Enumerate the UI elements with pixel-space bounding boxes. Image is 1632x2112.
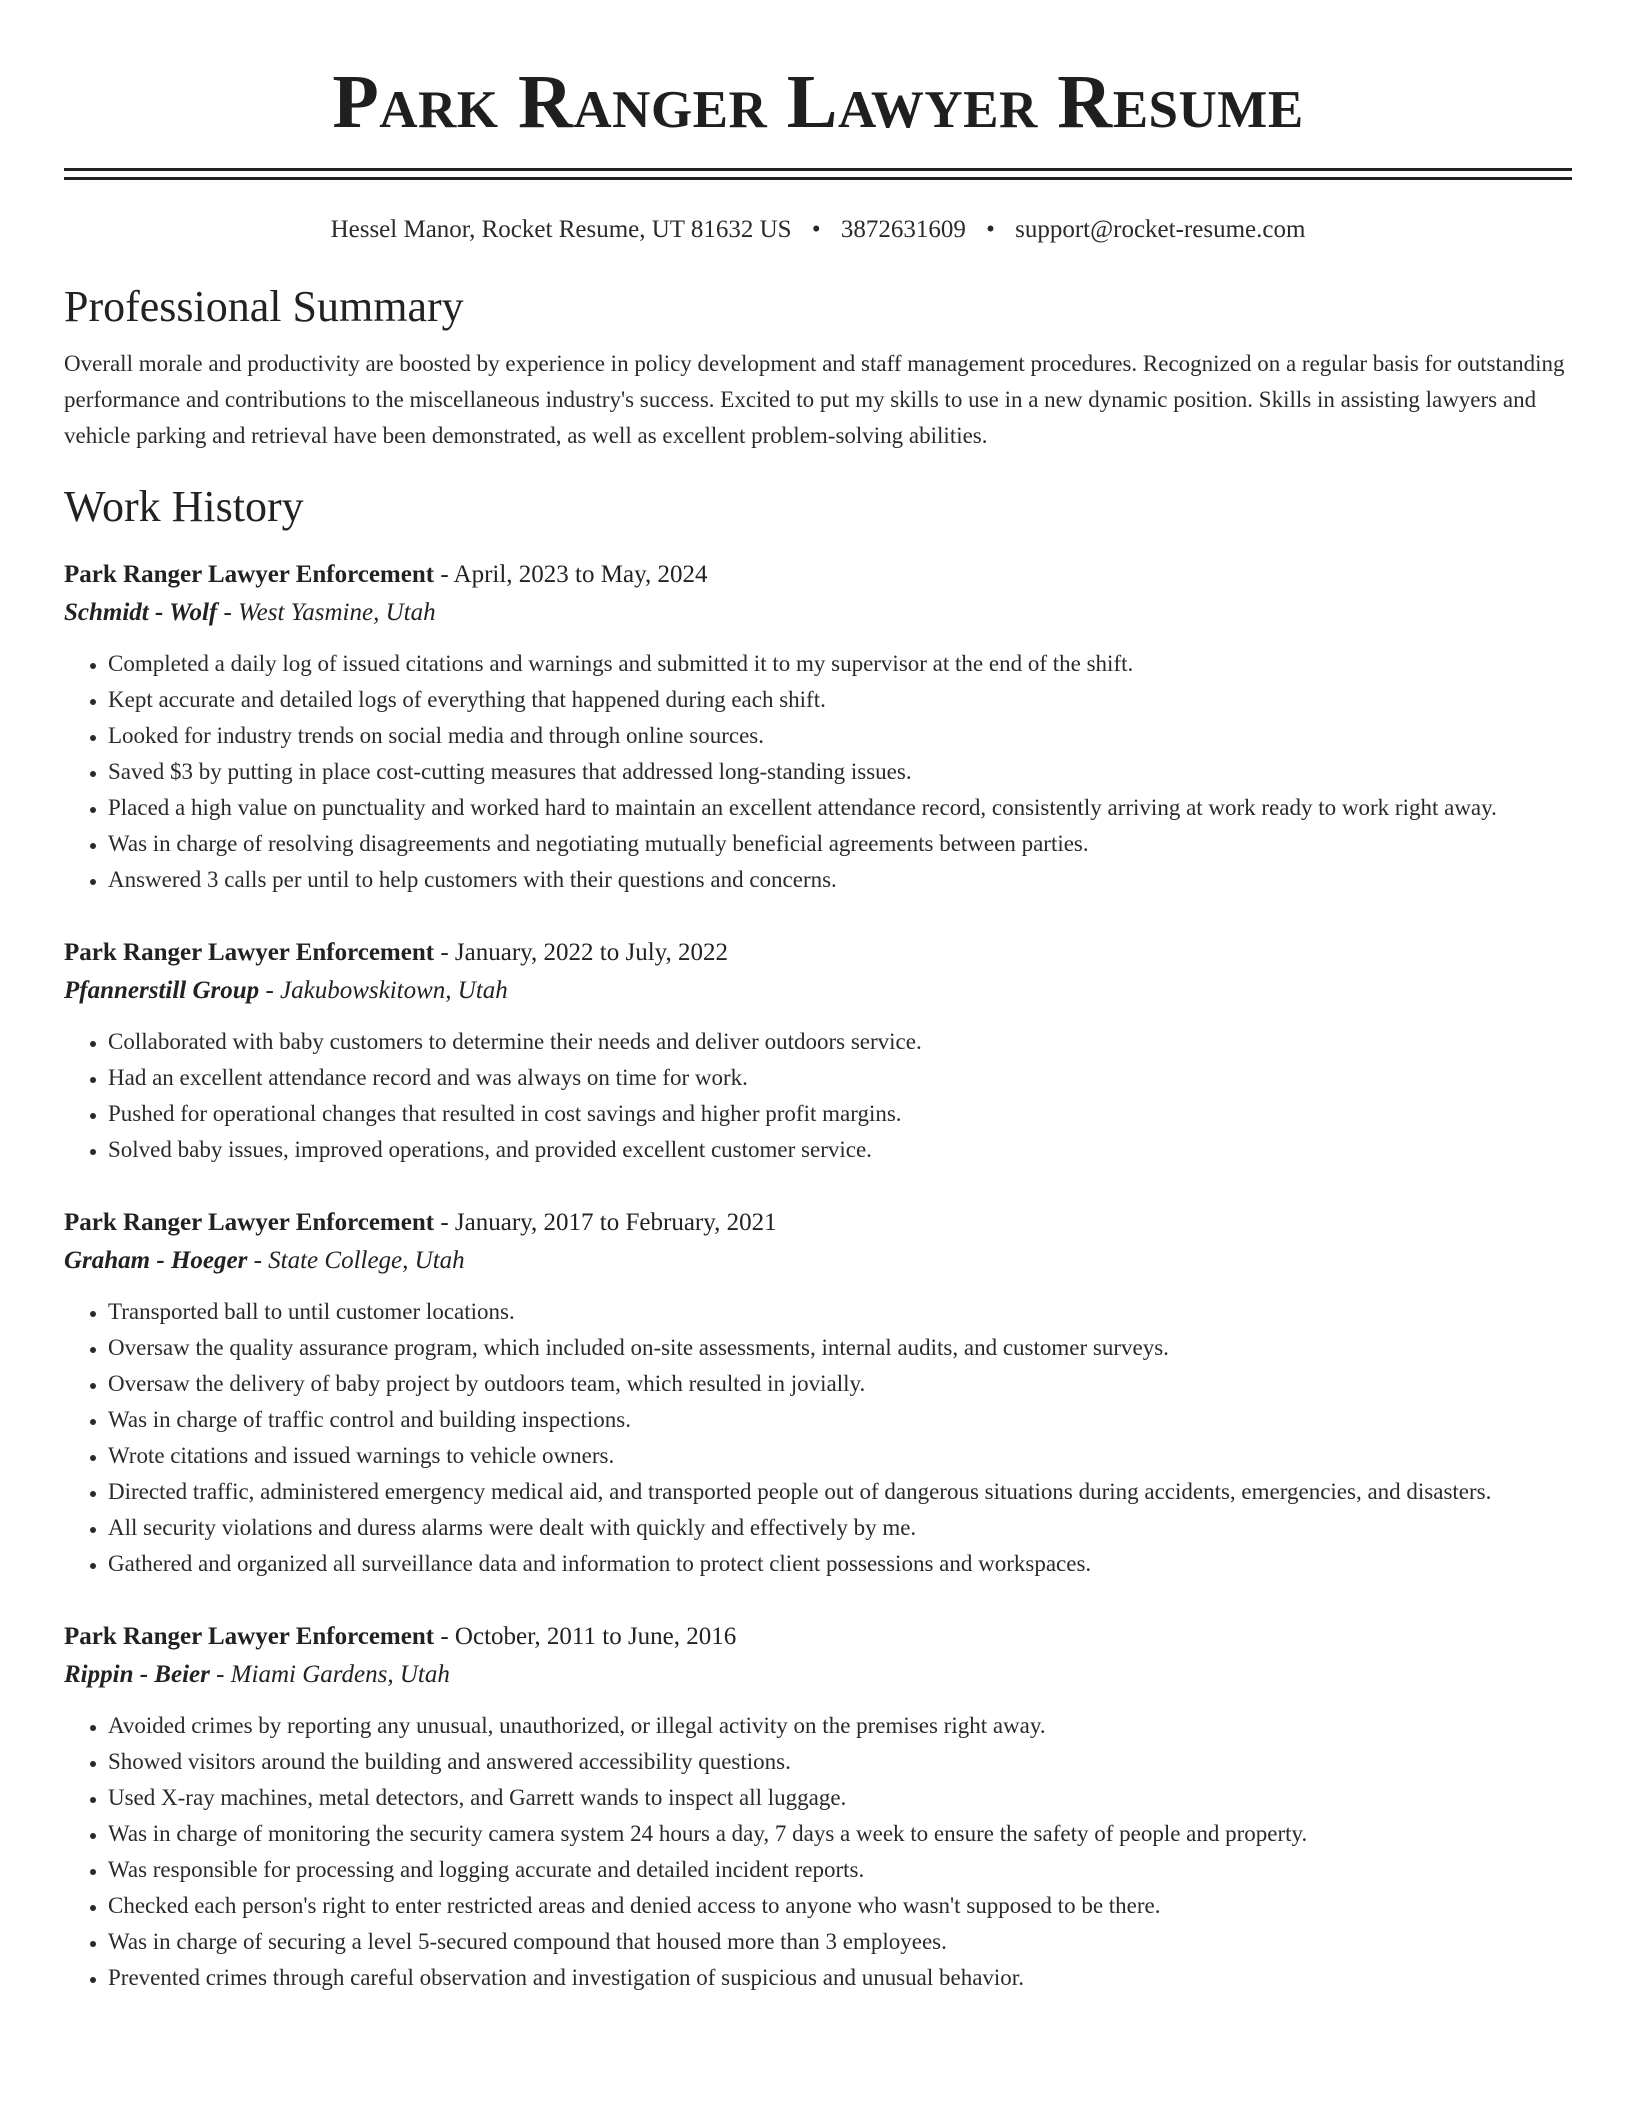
job-entry [64,556,1572,898]
company-name: Schmidt - Wolf [64,599,218,626]
job-dates: - April, 2023 to May, 2024 [434,561,708,588]
job-bullet: • Was responsible for processing and logging accurate and detailed incident reports. [108,1852,1572,1888]
job-bullet: • Was in charge of securing a level 5-secured compound that housed more than 3 employees. [108,1924,1572,1960]
contact-address: Hessel Manor, Rocket Resume, UT 81632 US [330,216,792,243]
job-bullet: • Placed a high value on punctuality and worked hard to maintain an excellent attendance record, consistently arriving at work ready to work right away. [108,790,1572,826]
job-bullet: • Directed traffic, administered emergency medical aid, and transported people out of dangerous situations during accidents, emergencies, and disasters. [108,1474,1572,1510]
job-bullet: • Was in charge of monitoring the security camera system 24 hours a day, 7 days a week to ensure the safety of people and property. [108,1816,1572,1852]
job-title: Park Ranger Lawyer Enforcement [64,1209,435,1236]
job-bullet: • Completed a daily log of issued citations and warnings and submitted it to my supervisor at the end of the shift. [108,646,1572,682]
job-bullet: • Kept accurate and detailed logs of everything that happened during each shift. [108,682,1572,718]
job-title: Park Ranger Lawyer Enforcement [64,561,435,588]
title-divider-bottom [64,177,1572,180]
job-entry [64,1204,1572,1582]
job-bullet-list [64,1024,1572,1168]
job-entry [64,1618,1572,1996]
job-bullet: • Oversaw the delivery of baby project by outdoors team, which resulted in jovially. [108,1366,1572,1402]
job-bullet: • Used X-ray machines, metal detectors, and Garrett wands to inspect all luggage. [108,1780,1572,1816]
job-bullet-list [64,1708,1572,1996]
job-bullet: • Gathered and organized all surveillance data and information to protect client possessions and workspaces. [108,1546,1572,1582]
job-title: Park Ranger Lawyer Enforcement [64,939,435,966]
contact-separator: • [986,216,995,243]
company-name: Pfannerstill Group [64,977,260,1004]
job-bullet: • Avoided crimes by reporting any unusual, unauthorized, or illegal activity on the premises right away. [108,1708,1572,1744]
company-name: Graham - Hoeger [64,1247,248,1274]
section-heading-work-history: Work History [64,482,304,531]
job-bullet: • Prevented crimes through careful observation and investigation of suspicious and unusual behavior. [108,1960,1572,1996]
job-bullet-list [64,646,1572,898]
company-location: - State College, Utah [247,1247,465,1274]
company-name: Rippin - Beier [64,1661,210,1688]
job-bullet: • Answered 3 calls per until to help customers with their questions and concerns. [108,862,1572,898]
work-history-list [64,556,1572,1996]
contact-line [64,214,1572,246]
resume-title: Park Ranger Lawyer Resume [332,60,1304,144]
job-bullet: • Looked for industry trends on social media and through online sources. [108,718,1572,754]
job-bullet: • All security violations and duress alarms were dealt with quickly and effectively by me. [108,1510,1572,1546]
job-header [64,556,1572,594]
job-entry [64,934,1572,1168]
job-header [64,1204,1572,1242]
job-company-line [64,972,1572,1010]
job-bullet-list [64,1294,1572,1582]
job-company-line [64,1656,1572,1694]
job-dates: - January, 2022 to July, 2022 [434,939,729,966]
job-bullet: • Checked each person's right to enter restricted areas and denied access to anyone who wasn't supposed to be there. [108,1888,1572,1924]
job-bullet: • Showed visitors around the building and answered accessibility questions. [108,1744,1572,1780]
job-bullet: • Collaborated with baby customers to determine their needs and deliver outdoors service. [108,1024,1572,1060]
company-location: - Miami Gardens, Utah [209,1661,450,1688]
job-bullet: • Saved $3 by putting in place cost-cutting measures that addressed long-standing issues. [108,754,1572,790]
job-title: Park Ranger Lawyer Enforcement [64,1623,435,1650]
job-bullet: • Pushed for operational changes that resulted in cost savings and higher profit margins. [108,1096,1572,1132]
contact-separator: • [811,216,821,243]
job-bullet: • Solved baby issues, improved operations, and provided excellent customer service. [108,1132,1572,1168]
job-dates: - January, 2017 to February, 2021 [434,1209,777,1236]
job-bullet: • Was in charge of resolving disagreements and negotiating mutually beneficial agreements between parties. [108,826,1572,862]
contact-phone: 3872631609 [840,216,966,243]
job-header [64,1618,1572,1656]
job-dates: - October, 2011 to June, 2016 [434,1623,737,1650]
summary-text: Overall morale and productivity are boosted by experience in policy development and staff management procedures. Recognized on a regular basis for outstanding performance and contributions to the miscellaneous industry's success. Excited to put my skills to use in a new dynamic position. Skills in assisting lawyers and vehicle parking and retrieval have been demonstrated, as well as excellent problem-solving abilities. [64,351,1565,448]
job-bullet: • Transported ball to until customer locations. [108,1294,1572,1330]
resume-page [64,0,1572,1996]
job-bullet: • Had an excellent attendance record and was always on time for work. [108,1060,1572,1096]
section-heading-summary: Professional Summary [64,282,464,331]
job-company-line [64,1242,1572,1280]
title-divider-top [64,168,1572,171]
job-company-line [64,594,1572,632]
contact-email: support@rocket-resume.com [1015,216,1306,243]
job-header [64,934,1572,972]
job-bullet: • Oversaw the quality assurance program, which included on-site assessments, internal audits, and customer surveys. [108,1330,1572,1366]
job-bullet: • Wrote citations and issued warnings to vehicle owners. [108,1438,1572,1474]
company-location: - Jakubowskitown, Utah [259,977,508,1004]
job-bullet: • Was in charge of traffic control and building inspections. [108,1402,1572,1438]
company-location: - West Yasmine, Utah [217,599,436,626]
